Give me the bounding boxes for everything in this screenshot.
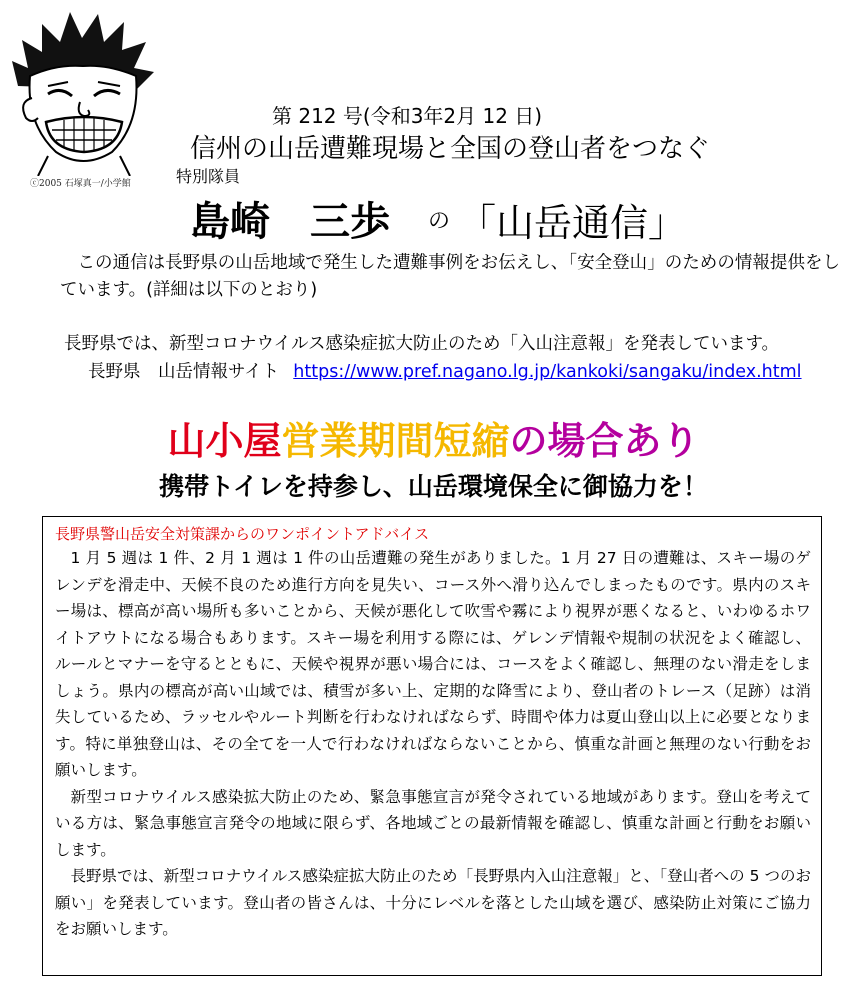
author-role: 特別隊員 [176,167,241,186]
advice-title: 長野県警山岳安全対策課からのワンポイントアドバイス [55,525,430,543]
character-illustration [8,6,158,176]
image-credit: ⓒ2005 石塚真一/小学館 [30,179,131,189]
advice-box [42,516,822,976]
title-particle: の [428,209,451,234]
headline-part-2: 営業期間短縮 [281,419,510,463]
issue-line: 第 212 号(令和3年2月 12 日) [272,104,543,128]
author-name: 島崎 三歩 [190,199,390,245]
advice-paragraph: 長野県では、新型コロナウイルス感染症拡大防止のため「長野県内入山注意報」と、「登山者への 5 つのお願い」を発表しています。登山者の皆さんは、十分にレベルを落とした山域を選び、感染防止対策にご協力をお願いします。 [55,867,811,938]
advice-paragraph: 新型コロナウイルス感染拡大防止のため、緊急事態宣言が発令されている地域があります。登山を考えている方は、緊急事態宣言発令の地域に限らず、各地域ごとの最新情報を確認し、慎重な計画と行動をお願いします。 [55,787,811,859]
headline-part-1: 山小屋 [167,419,282,463]
corona-notice: 長野県では、新型コロナウイルス感染症拡大防止のため「入山注意報」を発表しています。 [64,334,780,354]
headline [0,410,867,465]
intro-text [60,250,840,304]
subheadline: 携帯トイレを持参し、山岳環境保全に御協力を！ [159,472,708,501]
publication-title: 「山岳通信」 [458,201,687,245]
tagline: 信州の山岳遭難現場と全国の登山者をつなぐ [190,134,711,164]
intro-paragraph: この通信は長野県の山岳地域で発生した遭難事例をお伝えし、「安全登山」のための情報提供をしています。(詳細は以下のとおり) [60,253,840,300]
headline-part-3: の場合あり [509,419,700,463]
site-row [88,358,802,383]
site-label: 長野県 山岳情報サイト [88,362,280,382]
site-link[interactable]: https://www.pref.nagano.lg.jp/kankoki/sangaku/index.html [293,362,802,382]
advice-paragraph: 1 月 5 週は 1 件、2 月 1 週は 1 件の山岳遭難の発生がありました。1 月 27 日の遭難は、スキー場のゲレンデを滑走中、天候不良のため進行方向を見失い、コース外へ滑り込んでしまったものです。県内のスキー場は、標高が高い場所も多いことから、天候が悪化して吹雪や霧により視界が悪くなると、いわゆるホワイトアウトになる場合もあります。スキー場を利用する際には、ゲレンデ情報や規制の状況をよく確認し、ルールとマナーを守るとともに、天候や視界が悪い場合には、コースをよく確認し、無理のない滑走をしましょう。県内の標高が高い山域では、積雪が多い上、定期的な降雪により、登山者のトレース（足跡）は消失しているため、ラッセルやルート判断を行わなければならず、時間や体力は夏山登山以上に必要となります。特に単独登山は、その全てを一人で行わなければならないことから、慎重な計画と無理のない行動をお願いします。 [55,549,811,779]
